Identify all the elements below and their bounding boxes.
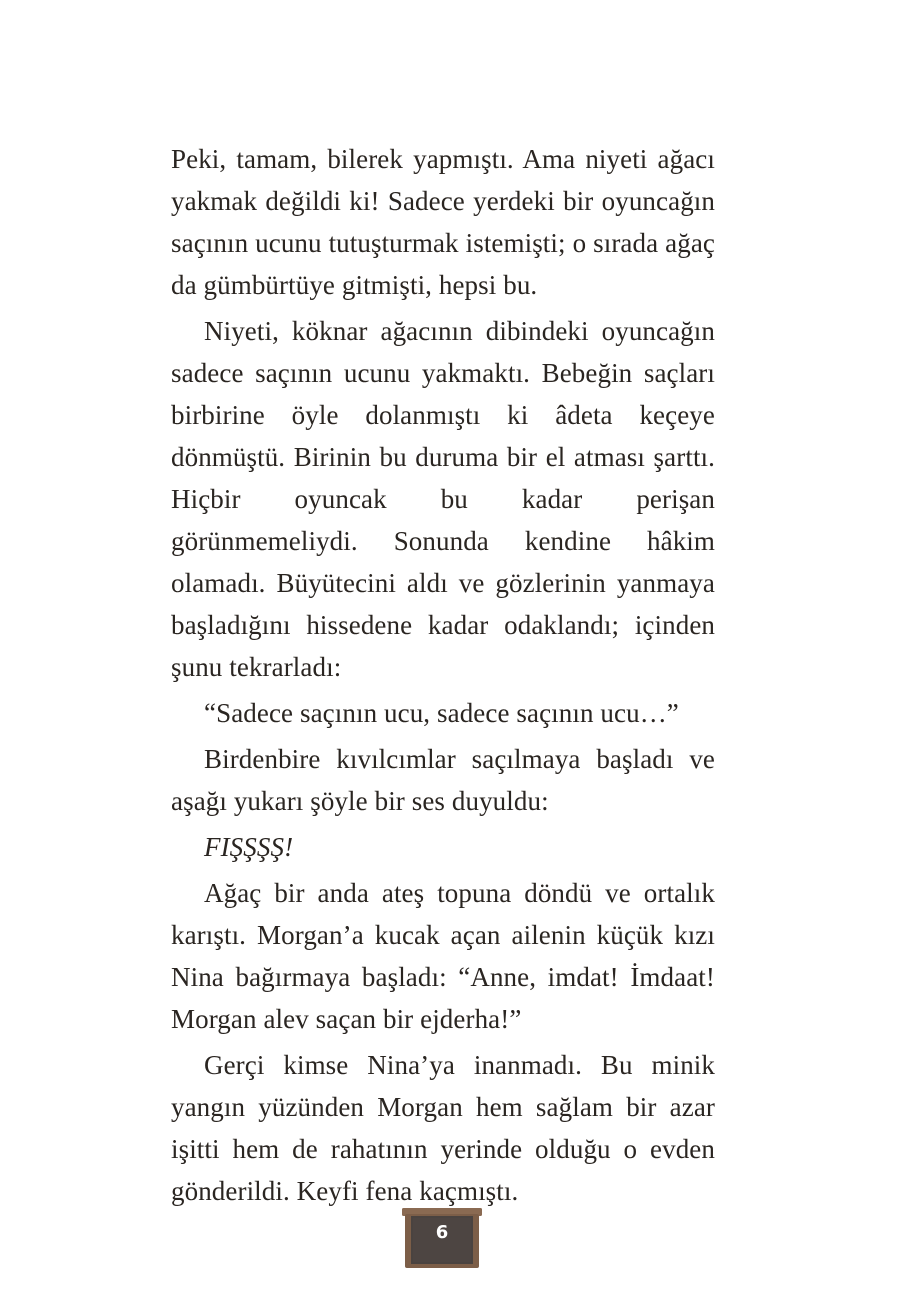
paragraph-1: Peki, tamam, bilerek yapmıştı. Ama niyeti ağacı yakmak değildi ki! Sadece yerdeki bir oyuncağın saçının ucunu tutuşturmak istemişti; o sırada ağaç da gümbürtüye gitmişti, hepsi bu. <box>171 144 715 300</box>
page-body-text <box>171 138 715 1212</box>
paragraph-2: Niyeti, köknar ağacının dibindeki oyuncağın sadece saçının ucunu yakmaktı. Bebeğin saçları birbirine öyle dolanmıştı ki âdeta keçeye dönmüştü. Birinin bu duruma bir el atması şarttı. Hiçbir oyuncak bu kadar perişan görünmemeliydi. Sonunda kendine hâkim olamadı. Büyütecini aldı ve gözlerinin yanmaya başladığını hissedene kadar odaklandı; içinden şunu tekrarladı: <box>171 316 715 682</box>
paragraph-6: Ağaç bir anda ateş topuna döndü ve ortalık karıştı. Morgan’a kucak açan ailenin küçük kızı Nina bağırmaya başladı: “Anne, imdat! İmdaat! Morgan alev saçan bir ejderha!” <box>171 878 715 1034</box>
page-number-badge <box>402 1206 482 1270</box>
paragraph-7: Gerçi kimse Nina’ya inanmadı. Bu minik yangın yüzünden Morgan hem sağlam bir azar işitti hem de rahatının yerinde olduğu o evden gönderildi. Keyfi fena kaçmıştı. <box>171 1050 715 1206</box>
paragraph-3-quote: “Sadece saçının ucu, sadece saçının ucu…” <box>204 698 679 728</box>
paragraph-4: Birdenbire kıvılcımlar saçılmaya başladı ve aşağı yukarı şöyle bir ses duyuldu: <box>171 744 715 816</box>
page-number: 6 <box>435 1222 449 1243</box>
paragraph-5-sound-effect: FIŞŞŞŞ! <box>204 832 294 862</box>
